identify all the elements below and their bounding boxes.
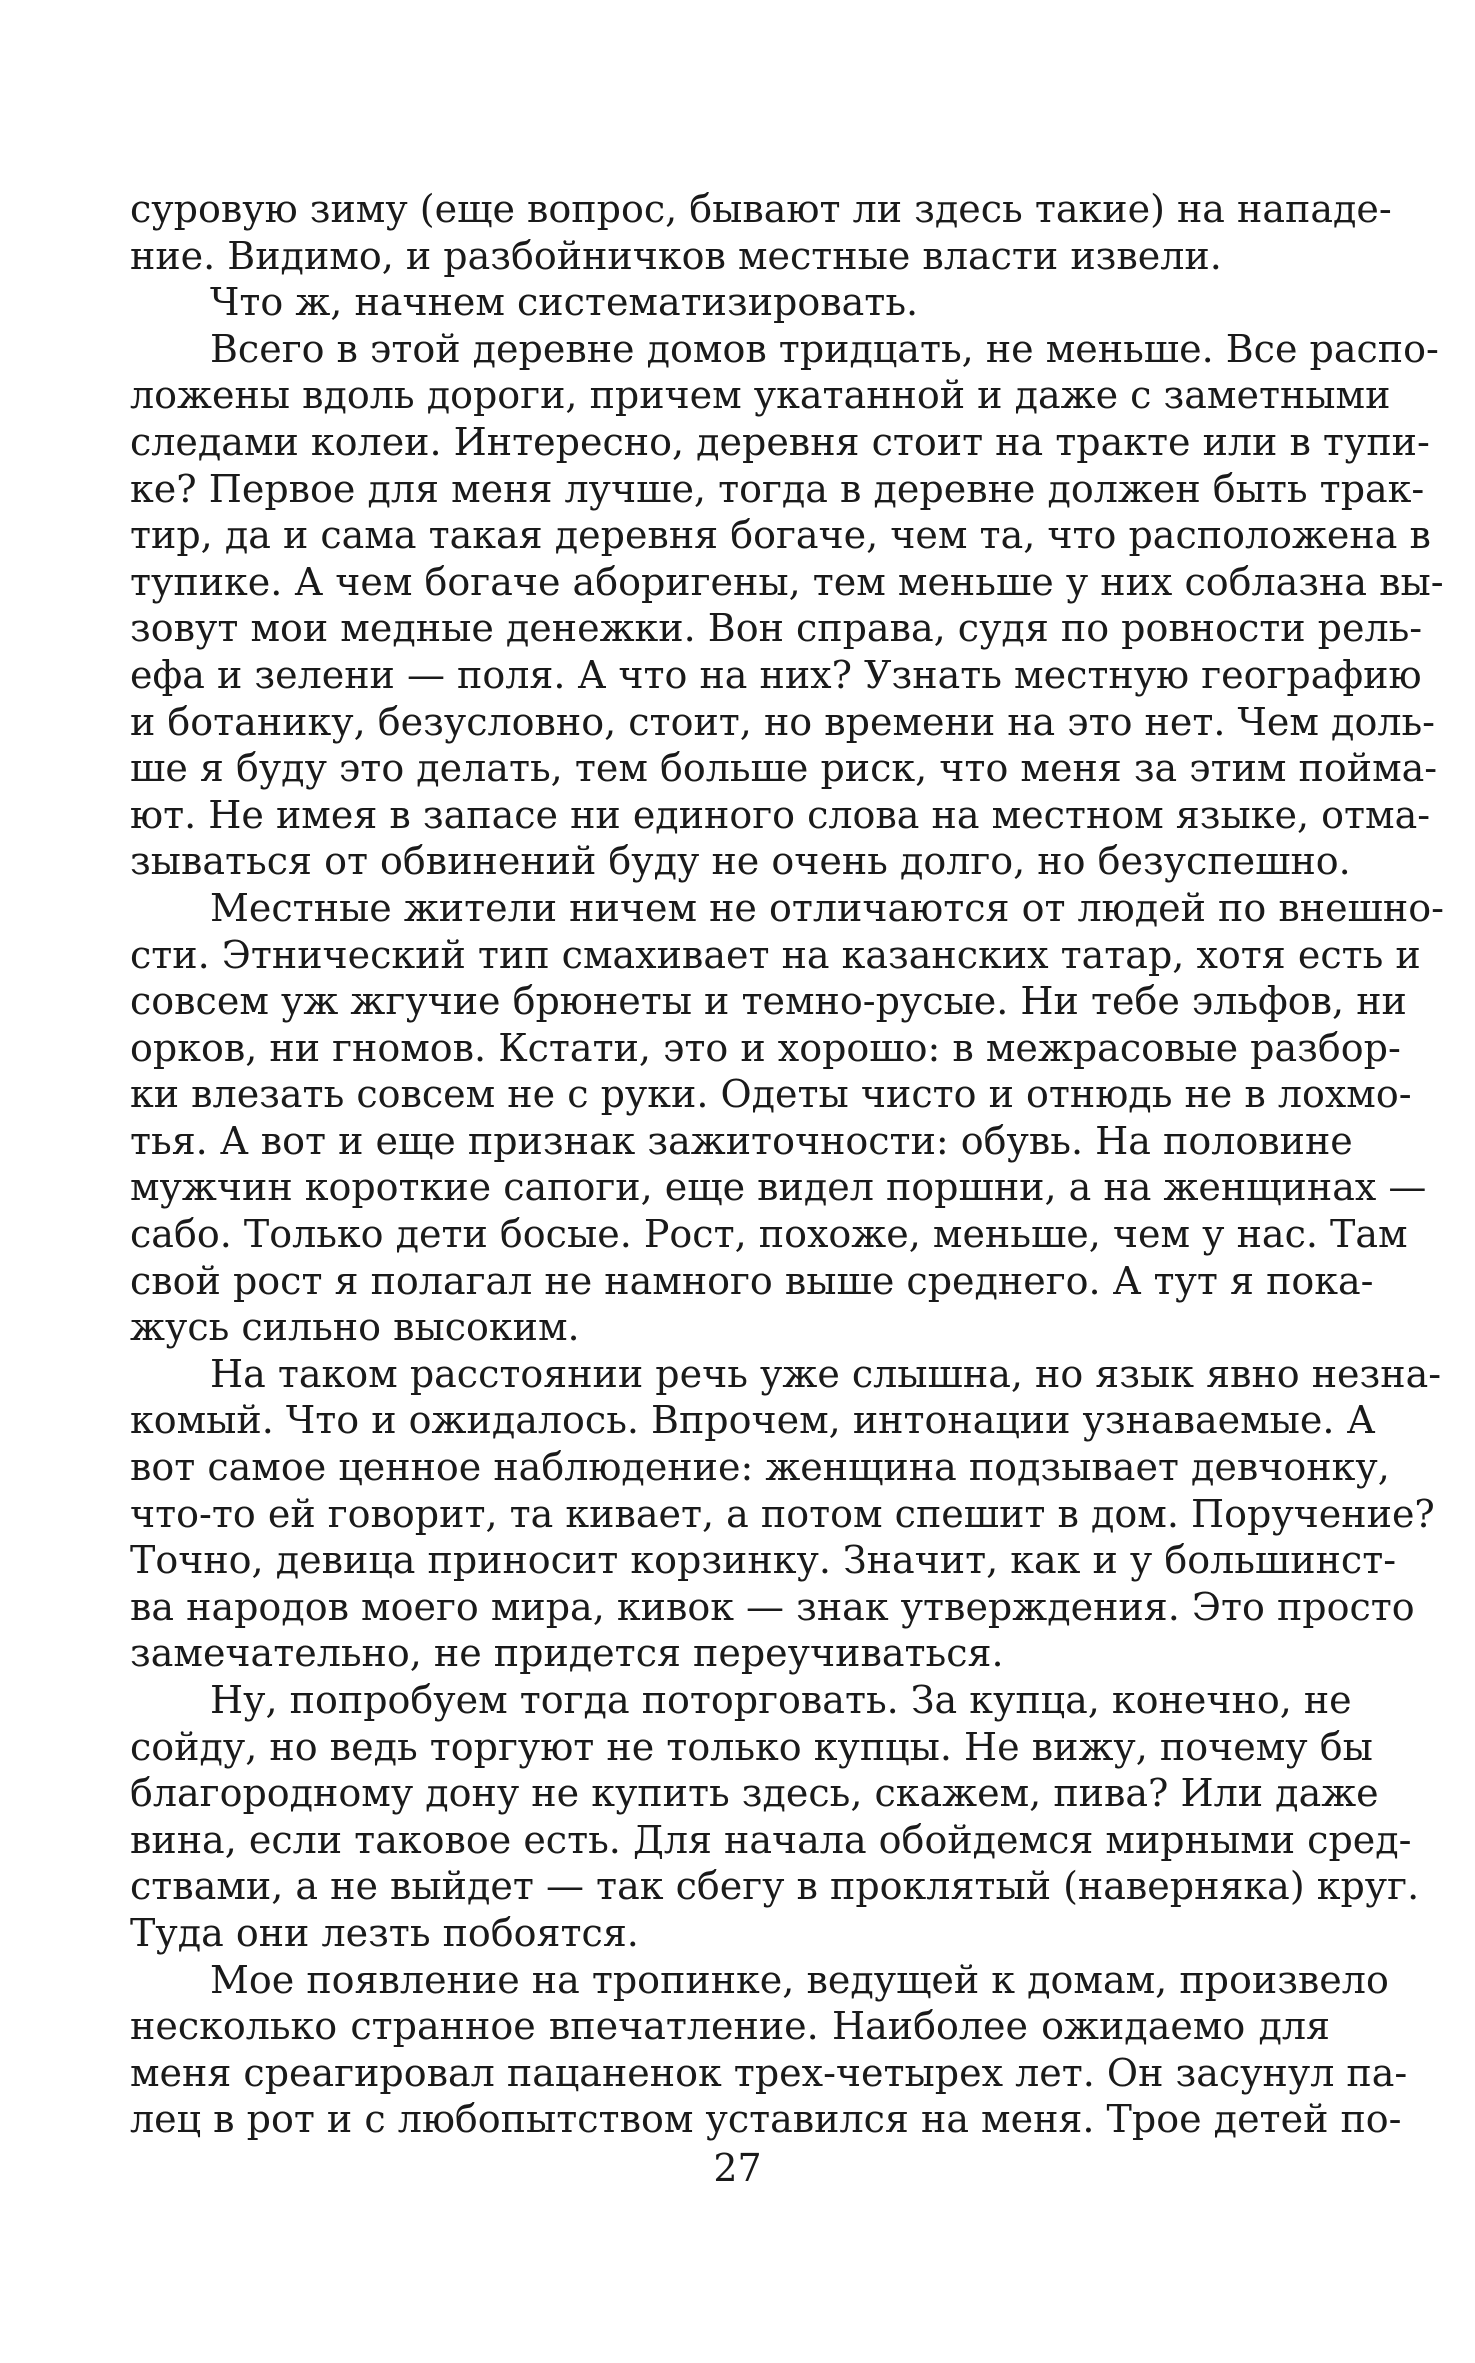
text-line: Всего в этой деревне домов тридцать, не меньше. Все распо- [210, 326, 1439, 371]
text-line: суровую зиму (еще вопрос, бывают ли здесь такие) на нападе- [130, 187, 1392, 231]
paragraph [130, 326, 1444, 885]
text-line: ют. Не имея в запасе ни единого слова на местном языке, отма- [130, 792, 1431, 837]
text-line: следами колеи. Интересно, деревня стоит на тракте или в тупи- [130, 419, 1430, 464]
text-line: и ботанику, безусловно, стоит, но времени на это нет. Чем доль- [130, 699, 1435, 744]
text-line: лец в рот и с любопытством уставился на меня. Трое детей по- [130, 2097, 1402, 2142]
text-line: свой рост я полагал не намного выше среднего. А тут я пока- [130, 1258, 1374, 1303]
text-line: Местные жители ничем не отличаются от людей по внешно- [210, 885, 1444, 930]
text-line: сабо. Только дети босые. Рост, похоже, меньше, чем у нас. Там [130, 1212, 1408, 1257]
text-line: вина, если таковое есть. Для начала обойдемся мирными сред- [130, 1817, 1412, 1862]
paragraph [130, 186, 1392, 279]
text-line: На таком расстоянии речь уже слышна, но язык явно незна- [210, 1351, 1442, 1396]
text-line: замечательно, не придется переучиваться. [130, 1631, 1004, 1676]
text-line: ние. Видимо, и разбойничков местные власти извели. [130, 233, 1222, 278]
text-line: тупике. А чем богаче аборигены, тем меньше у них соблазна вы- [130, 559, 1444, 604]
page-body [130, 186, 1444, 2143]
text-line: жусь сильно высоким. [130, 1305, 580, 1350]
text-line: благородному дону не купить здесь, скажем, пива? Или даже [130, 1771, 1379, 1816]
text-line: орков, ни гномов. Кстати, это и хорошо: в межрасовые разбор- [130, 1025, 1401, 1070]
text-line: зываться от обвинений буду не очень долго, но безуспешно. [130, 839, 1351, 884]
text-line: что-то ей говорит, та кивает, а потом спешит в дом. Поручение? [130, 1491, 1435, 1536]
text-line: совсем уж жгучие брюнеты и темно-русые. Ни тебе эльфов, ни [130, 979, 1407, 1024]
text-line: комый. Что и ожидалось. Впрочем, интонации узнаваемые. А [130, 1398, 1376, 1443]
text-line: Ну, попробуем тогда поторговать. За купца, конечно, не [210, 1678, 1352, 1722]
text-line: сойду, но ведь торгуют не только купцы. Не вижу, почему бы [130, 1724, 1373, 1769]
text-line: ствами, а не выйдет — так сбегу в проклятый (наверняка) круг. [130, 1864, 1420, 1909]
page-number: 27 [713, 2146, 762, 2190]
text-line: сти. Этнический тип смахивает на казанских татар, хотя есть и [130, 932, 1421, 977]
text-line: Точно, девица приносит корзинку. Значит, как и у большинст- [130, 1538, 1397, 1583]
text-line: тья. А вот и еще признак зажиточности: обувь. На половине [130, 1118, 1353, 1163]
paragraph [130, 885, 1444, 1351]
text-line: несколько странное впечатление. Наиболее ожидаемо для [130, 2004, 1330, 2049]
paragraph [130, 1957, 1408, 2143]
text-line: ва народов моего мира, кивок — знак утверждения. Это просто [130, 1584, 1415, 1629]
text-line: ше я буду это делать, тем больше риск, что меня за этим пойма- [130, 746, 1438, 791]
text-line: тир, да и сама такая деревня богаче, чем та, что расположена в [130, 513, 1431, 558]
text-line: Что ж, начнем систематизировать. [210, 280, 919, 325]
text-line: мужчин короткие сапоги, еще видел поршни, а на женщинах — [130, 1165, 1427, 1210]
text-line: ке? Первое для меня лучше, тогда в деревне должен быть трак- [130, 466, 1425, 511]
text-line: Мое появление на тропинке, ведущей к домам, произвело [210, 1957, 1389, 2002]
text-line: ефа и зелени — поля. А что на них? Узнать местную географию [130, 652, 1422, 697]
paragraph [130, 279, 1330, 326]
text-line: ложены вдоль дороги, причем укатанной и даже с заметными [130, 373, 1391, 418]
paragraph [130, 1351, 1442, 1677]
text-line: зовут мои медные денежки. Вон справа, судя по ровности рель- [130, 606, 1423, 651]
text-line: вот самое ценное наблюдение: женщина подзывает девчонку, [130, 1445, 1390, 1490]
text-line: меня среагировал пацаненок трех-четырех лет. Он засунул па- [130, 2050, 1408, 2095]
text-line: Туда они лезть побоятся. [130, 1910, 639, 1955]
paragraph [130, 1677, 1420, 1957]
text-line: ки влезать совсем не с руки. Одеты чисто и отнюдь не в лохмо- [130, 1072, 1412, 1117]
